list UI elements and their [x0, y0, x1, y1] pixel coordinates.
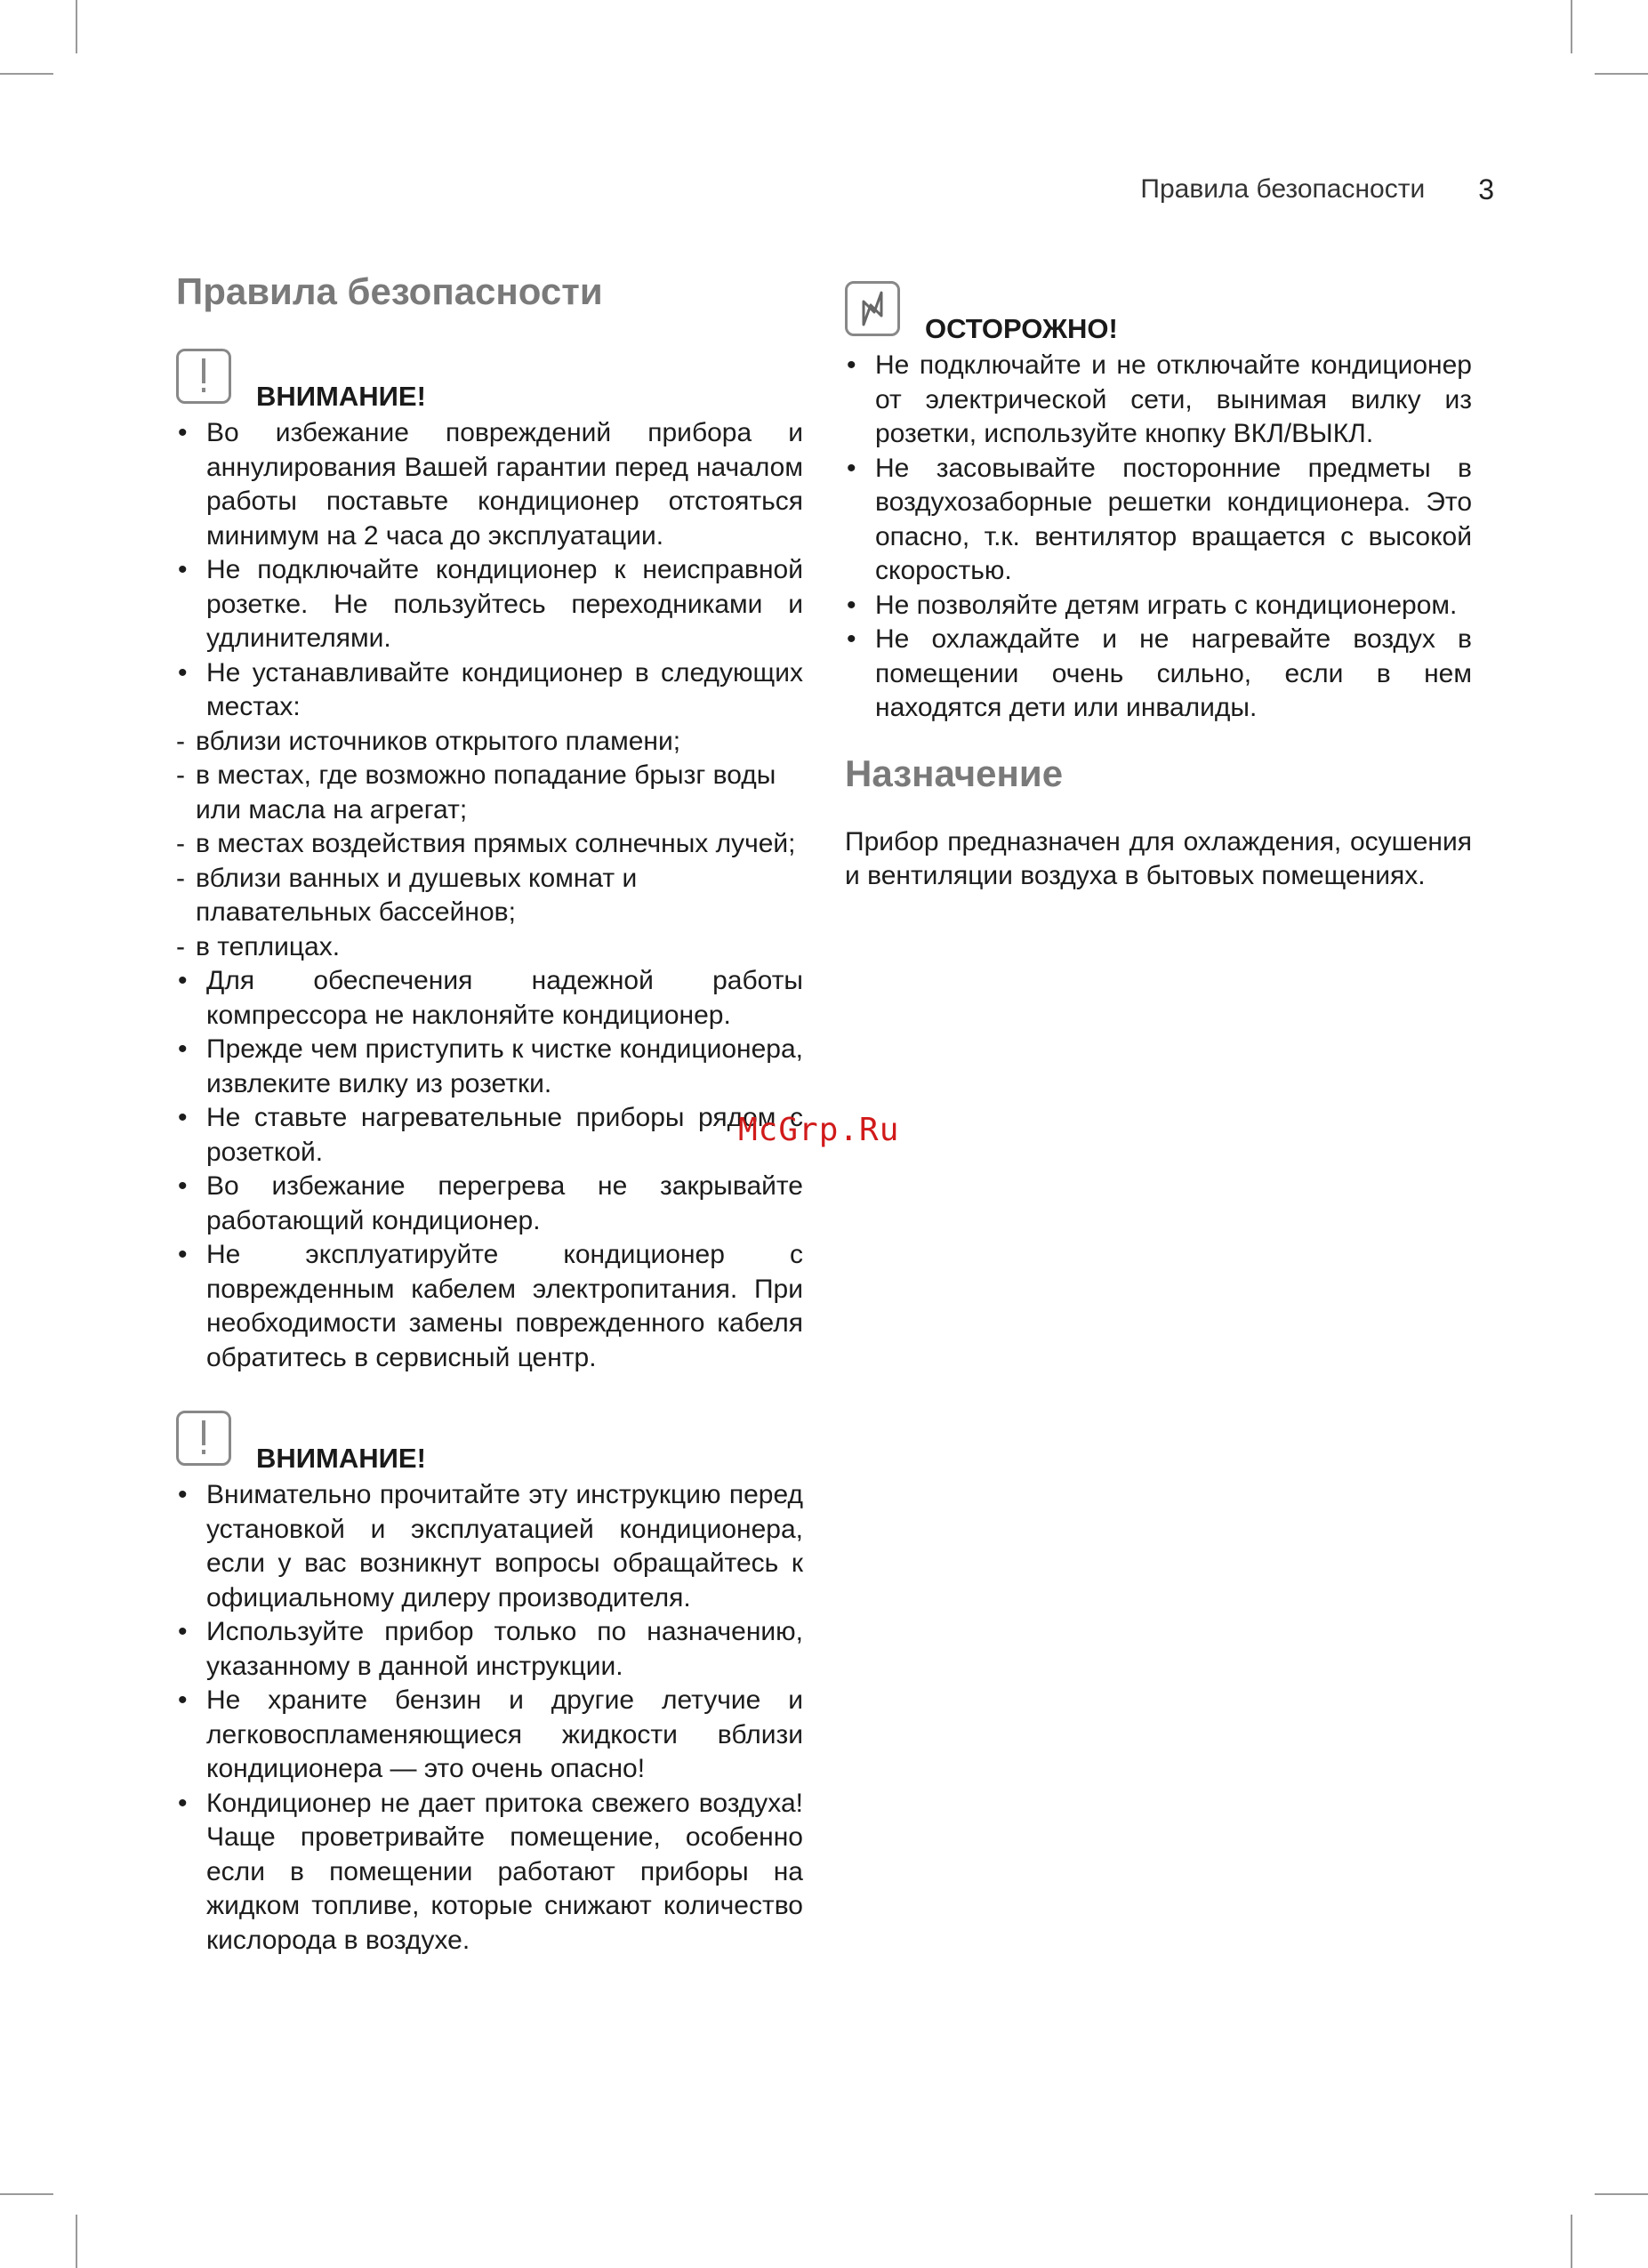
- sublist-item: - вблизи ванных и душевых комнат и плавательных бассейнов;: [176, 862, 803, 930]
- crop-mark: [1595, 73, 1648, 75]
- crop-mark: [0, 2193, 53, 2195]
- list-item: • Используйте прибор только по назначению, указанному в данной инструкции.: [176, 1615, 803, 1684]
- attention-list: [176, 1478, 803, 1958]
- lightning-icon: [845, 281, 900, 336]
- attention-list: [176, 416, 803, 1375]
- list-item: [176, 656, 803, 965]
- list-item: • Во избежание перегрева не закрывайте работающий кондиционер.: [176, 1170, 803, 1238]
- list-item: • Кондиционер не дает притока свежего воздуха! Чаще проветривайте помещение, особенно если в помещении работают приборы на жидком топливе, которые снижают количество кислорода в воздухе.: [176, 1787, 803, 1958]
- crop-mark: [1595, 2193, 1648, 2195]
- exclamation-icon: [176, 349, 231, 404]
- caution-list: [845, 349, 1472, 726]
- section-title-purpose: Назначение: [845, 752, 1064, 794]
- left-column: [176, 267, 803, 1958]
- crop-mark: [1571, 0, 1572, 53]
- list-item: • Не ставьте нагревательные приборы рядом с розеткой.: [176, 1101, 803, 1170]
- list-item: • Не засовывайте посторонние предметы в воздухозаборные решетки кондиционера. Это опасно, т.к. вентилятор вращается с высокой скоростью.: [845, 452, 1472, 589]
- watermark: McGrp.Ru: [738, 1112, 900, 1148]
- crop-mark: [76, 2215, 77, 2268]
- caution-label: ОСТОРОЖНО!: [925, 313, 1118, 344]
- attention-notice-head: [176, 349, 803, 416]
- page-number: 3: [1478, 173, 1494, 205]
- crop-mark: [0, 73, 53, 75]
- caution-notice-head: [845, 281, 1472, 349]
- list-item-text: • Не устанавливайте кондиционер в следующих местах:: [206, 657, 803, 721]
- exclamation-icon: [176, 1411, 231, 1466]
- running-title: Правила безопасности: [1140, 174, 1426, 204]
- crop-mark: [1571, 2215, 1572, 2268]
- list-item: • Не позволяйте детям играть с кондиционером.: [845, 589, 1472, 623]
- list-item: • Для обеспечения надежной работы компрессора не наклоняйте кондиционер.: [176, 964, 803, 1033]
- list-item: • Не эксплуатируйте кондиционер с поврежденным кабелем электропитания. При необходимости замены поврежденного кабеля обратитесь в сервисный центр.: [176, 1238, 803, 1375]
- list-item: • Не подключайте и не отключайте кондиционер от электрической сети, вынимая вилку из розетки, используйте кнопку ВКЛ/ВЫКЛ.: [845, 349, 1472, 452]
- running-header: [1067, 167, 1494, 212]
- purpose-text: Прибор предназначен для охлаждения, осушения и вентиляции воздуха в бытовых помещениях.: [845, 826, 1472, 890]
- list-item: • Не подключайте кондиционер к неисправной розетке. Не пользуйтесь переходниками и удлинителями.: [176, 553, 803, 656]
- places-sublist: [176, 725, 803, 965]
- list-item: • Внимательно прочитайте эту инструкцию перед установкой и эксплуатацией кондиционера, если у вас возникнут вопросы обращайтесь к официальному дилеру производителя.: [176, 1478, 803, 1615]
- sublist-item: - в местах, где возможно попадание брызг воды или масла на агрегат;: [176, 759, 803, 827]
- sublist-item: - в теплицах.: [176, 930, 803, 965]
- list-item: • Не храните бензин и другие летучие и легковоспламеняющиеся жидкости вблизи кондиционера — это очень опасно!: [176, 1684, 803, 1787]
- list-item: • Не охлаждайте и не нагревайте воздух в помещении очень сильно, если в нем находятся дети или инвалиды.: [845, 623, 1472, 726]
- attention-label: ВНИМАНИЕ!: [256, 381, 426, 412]
- right-column: [845, 267, 1472, 894]
- attention-notice-head: [176, 1411, 803, 1478]
- list-item: • Прежде чем приступить к чистке кондиционера, извлеките вилку из розетки.: [176, 1033, 803, 1101]
- attention-label: ВНИМАНИЕ!: [256, 1443, 426, 1474]
- sublist-item: - в местах воздействия прямых солнечных лучей;: [176, 827, 803, 862]
- section-title-safety: Правила безопасности: [176, 270, 603, 312]
- sublist-item: - вблизи источников открытого пламени;: [176, 725, 803, 760]
- list-item: • Во избежание повреждений прибора и аннулирования Вашей гарантии перед началом работы поставьте кондиционер отстояться минимум на 2 часа до эксплуатации.: [176, 416, 803, 553]
- crop-mark: [76, 0, 77, 53]
